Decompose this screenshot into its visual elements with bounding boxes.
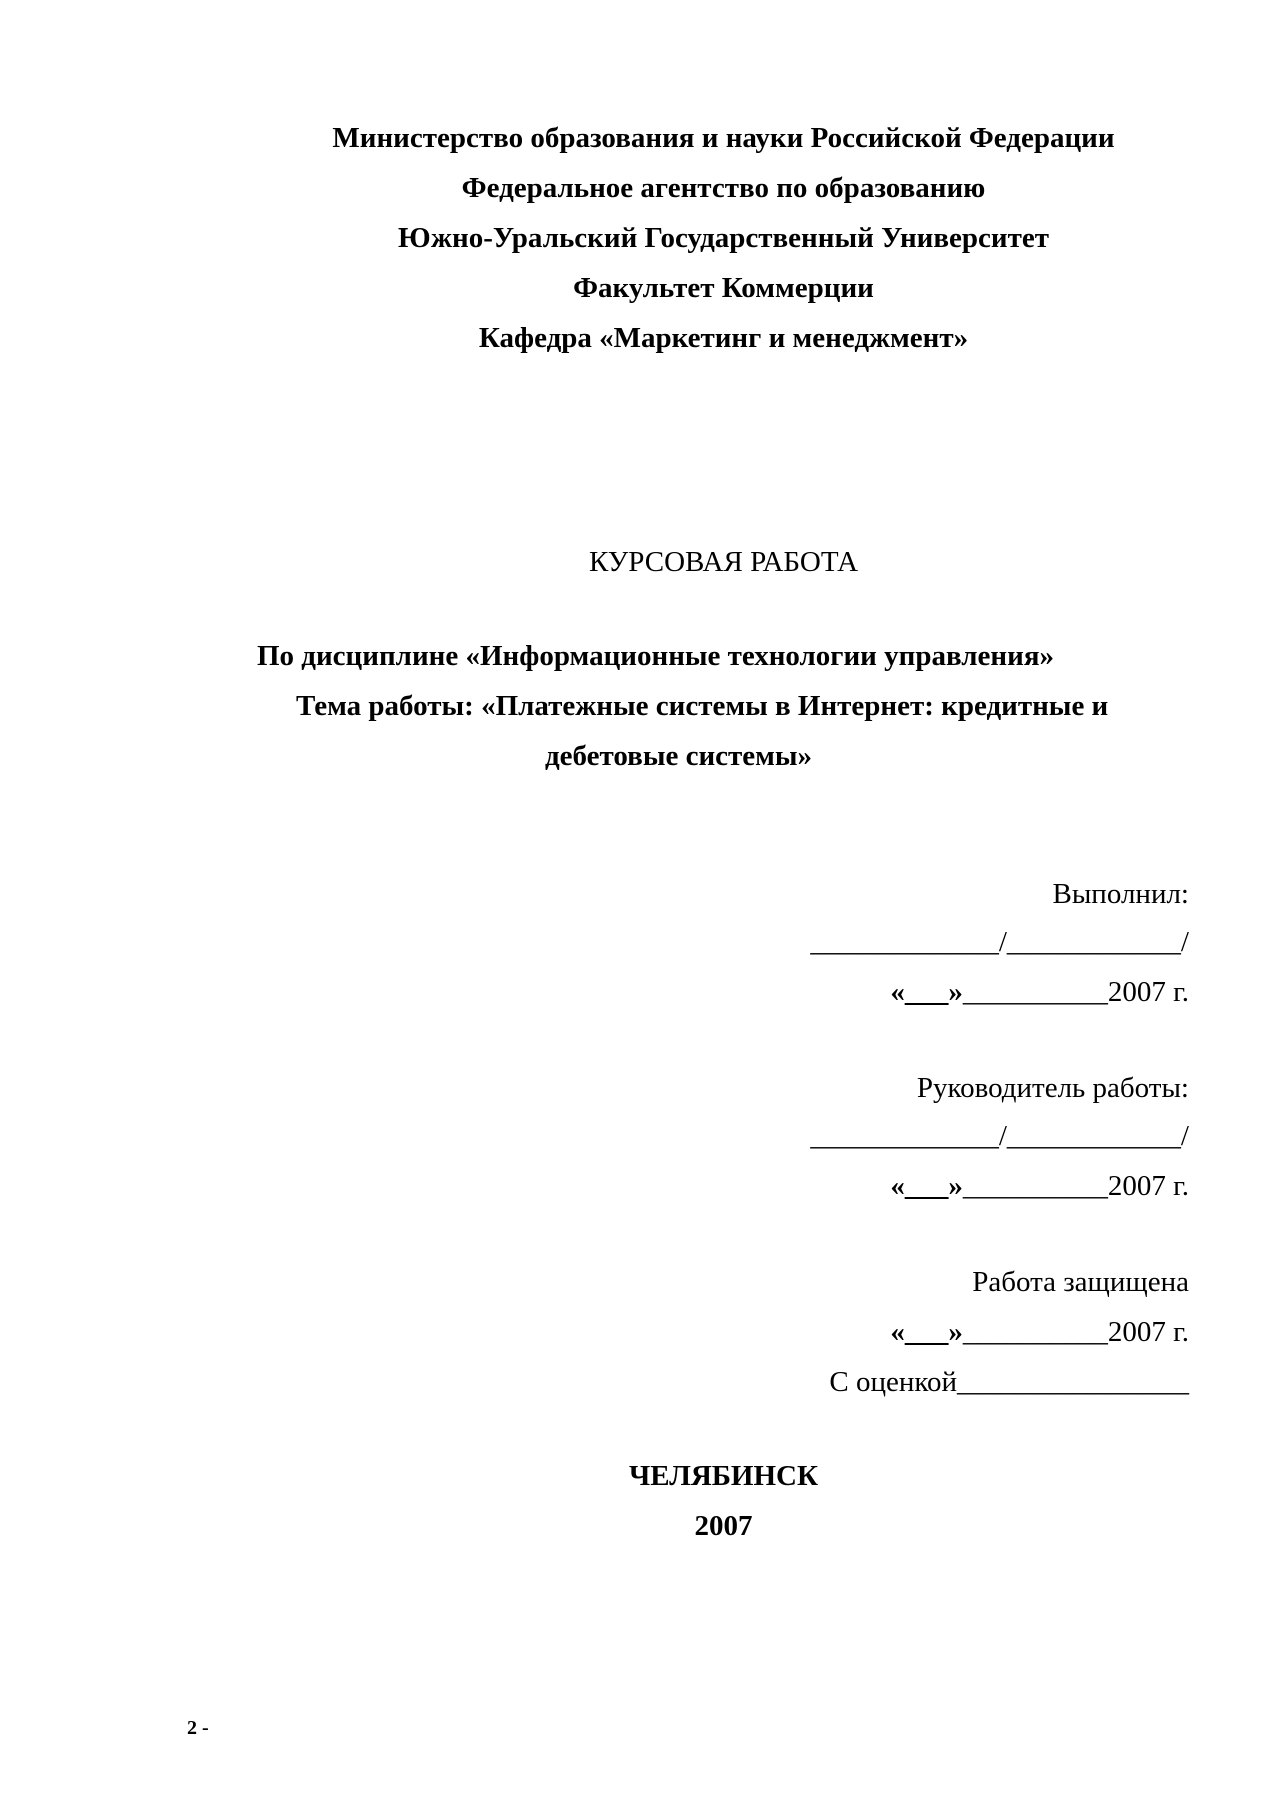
- city: ЧЕЛЯБИНСК: [628, 1460, 819, 1492]
- header-ministry: Министерство образования и науки Российской Федерации: [332, 122, 1115, 154]
- performer-signature-line: _____________/____________/: [810, 926, 1189, 958]
- year: 2007: [694, 1510, 753, 1542]
- page-number: 2 -: [187, 1717, 209, 1739]
- supervisor-label: Руководитель работы:: [916, 1072, 1189, 1104]
- performer-date-prefix: «___»: [890, 976, 963, 1008]
- header-department: Кафедра «Маркетинг и менеджмент»: [478, 322, 969, 354]
- defense-date: [890, 1318, 1189, 1347]
- defense-label: Работа защищена: [972, 1266, 1189, 1298]
- defense-date-suffix: __________2007 г.: [962, 1316, 1189, 1348]
- header-agency: Федеральное агентство по образованию: [461, 172, 986, 204]
- defense-date-prefix: «___»: [890, 1316, 963, 1348]
- supervisor-date-prefix: «___»: [890, 1170, 963, 1202]
- supervisor-signature-line: _____________/____________/: [810, 1120, 1189, 1152]
- discipline-line: По дисциплине «Информационные технологии управления»: [257, 640, 1055, 672]
- performer-label: Выполнил:: [1052, 878, 1189, 910]
- header-university: Южно-Уральский Государственный Университет: [398, 222, 1049, 254]
- topic-line-2: дебетовые системы»: [545, 740, 813, 772]
- performer-date: [890, 978, 1189, 1007]
- grade-line: С оценкой________________: [829, 1366, 1189, 1398]
- work-type-title: КУРСОВАЯ РАБОТА: [588, 546, 859, 578]
- performer-date-suffix: __________2007 г.: [962, 976, 1189, 1008]
- supervisor-date-suffix: __________2007 г.: [962, 1170, 1189, 1202]
- topic-line-1: Тема работы: «Платежные системы в Интернет: кредитные и: [296, 690, 1109, 722]
- header-faculty: Факультет Коммерции: [573, 272, 874, 304]
- supervisor-date: [890, 1172, 1189, 1201]
